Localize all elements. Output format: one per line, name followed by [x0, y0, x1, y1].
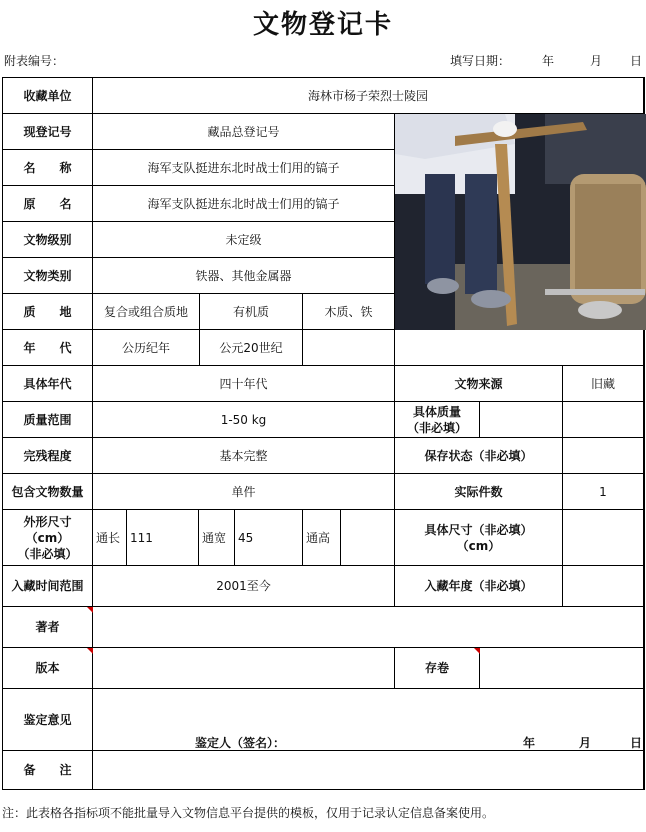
width-value: 45	[235, 510, 303, 566]
month-label: 月	[590, 54, 603, 68]
name-label: 名 称	[3, 150, 93, 186]
day-label: 日	[630, 54, 643, 68]
level-value: 未定级	[93, 222, 395, 258]
comment-marker	[474, 648, 480, 654]
width-label: 通宽	[199, 510, 235, 566]
orig-name-label: 原 名	[3, 186, 93, 222]
spec-size-value	[563, 510, 644, 566]
preserve-value	[563, 438, 644, 474]
length-value: 111	[127, 510, 199, 566]
material-2: 有机质	[200, 294, 303, 330]
appraise-day: 日	[630, 736, 643, 750]
type-value: 铁器、其他金属器	[93, 258, 395, 294]
volume-label: 存卷	[395, 648, 480, 689]
page-title: 文物登记卡	[252, 10, 393, 40]
collector-label: 收藏单位	[3, 78, 93, 114]
spec-mass-label: 具体质量 （非必填）	[395, 402, 480, 438]
material-1: 复合或组合质地	[93, 294, 200, 330]
count-label: 包含文物数量	[3, 474, 93, 510]
mass-label: 质量范围	[3, 402, 93, 438]
appraise-label: 鉴定意见	[3, 689, 93, 751]
reg-value: 藏品总登记号	[93, 114, 395, 150]
material-label: 质 地	[3, 294, 93, 330]
edition-label: 版本	[3, 648, 93, 689]
author-label: 著者	[3, 607, 93, 648]
appraise-year: 年	[523, 736, 536, 750]
spec-mass-extra	[563, 402, 644, 438]
reg-label: 现登记号	[3, 114, 93, 150]
artifact-photo	[395, 114, 646, 330]
remark-label: 备 注	[3, 751, 93, 789]
era-label: 年 代	[3, 330, 93, 366]
length-label: 通长	[93, 510, 127, 566]
appraise-value	[93, 689, 644, 751]
spec-size-label: 具体尺寸（非必填） （cm）	[395, 510, 563, 566]
mass-value: 1-50 kg	[93, 402, 395, 438]
size-label: 外形尺寸 （cm） （非必填）	[3, 510, 93, 566]
spec-mass-value	[480, 402, 563, 438]
appraiser-label: 鉴定人（签名）：	[195, 736, 286, 750]
year-acq-label: 入藏年度（非必填）	[395, 566, 563, 607]
era-1: 公历纪年	[93, 330, 200, 366]
remark-value	[93, 751, 644, 789]
level-label: 文物级别	[3, 222, 93, 258]
year-acq-value	[563, 566, 644, 607]
comment-marker	[87, 648, 93, 654]
appraise-month: 月	[579, 736, 592, 750]
era-2: 公元20世纪	[200, 330, 303, 366]
author-value	[93, 607, 644, 648]
time-label: 入藏时间范围	[3, 566, 93, 607]
actual-value: 1	[563, 474, 644, 510]
actual-label: 实际件数	[395, 474, 563, 510]
year-label: 年	[542, 54, 555, 68]
source-value: 旧藏	[563, 366, 644, 402]
attach-no-label: 附表编号：	[4, 54, 65, 68]
height-label: 通高	[303, 510, 341, 566]
spec-era-value: 四十年代	[93, 366, 395, 402]
collector-value: 海林市杨子荣烈士陵园	[93, 78, 644, 114]
edition-value	[93, 648, 395, 689]
spec-era-label: 具体年代	[3, 366, 93, 402]
footnote: 注：此表格各指标项不能批量导入文物信息平台提供的模板，仅用于记录认定信息备案使用。	[2, 806, 495, 820]
era-blank	[395, 330, 644, 366]
height-value	[341, 510, 395, 566]
count-value: 单件	[93, 474, 395, 510]
register-table	[2, 77, 645, 790]
source-label: 文物来源	[395, 366, 563, 402]
comment-marker	[87, 607, 93, 613]
material-3: 木质、铁	[303, 294, 395, 330]
complete-value: 基本完整	[93, 438, 395, 474]
fill-date-label: 填写日期：	[450, 54, 511, 68]
type-label: 文物类别	[3, 258, 93, 294]
complete-label: 完残程度	[3, 438, 93, 474]
orig-name-value: 海军支队挺进东北时战士们用的镐子	[93, 186, 395, 222]
name-value: 海军支队挺进东北时战士们用的镐子	[93, 150, 395, 186]
era-3	[303, 330, 395, 366]
volume-value	[480, 648, 644, 689]
time-value: 2001至今	[93, 566, 395, 607]
preserve-label: 保存状态（非必填）	[395, 438, 563, 474]
